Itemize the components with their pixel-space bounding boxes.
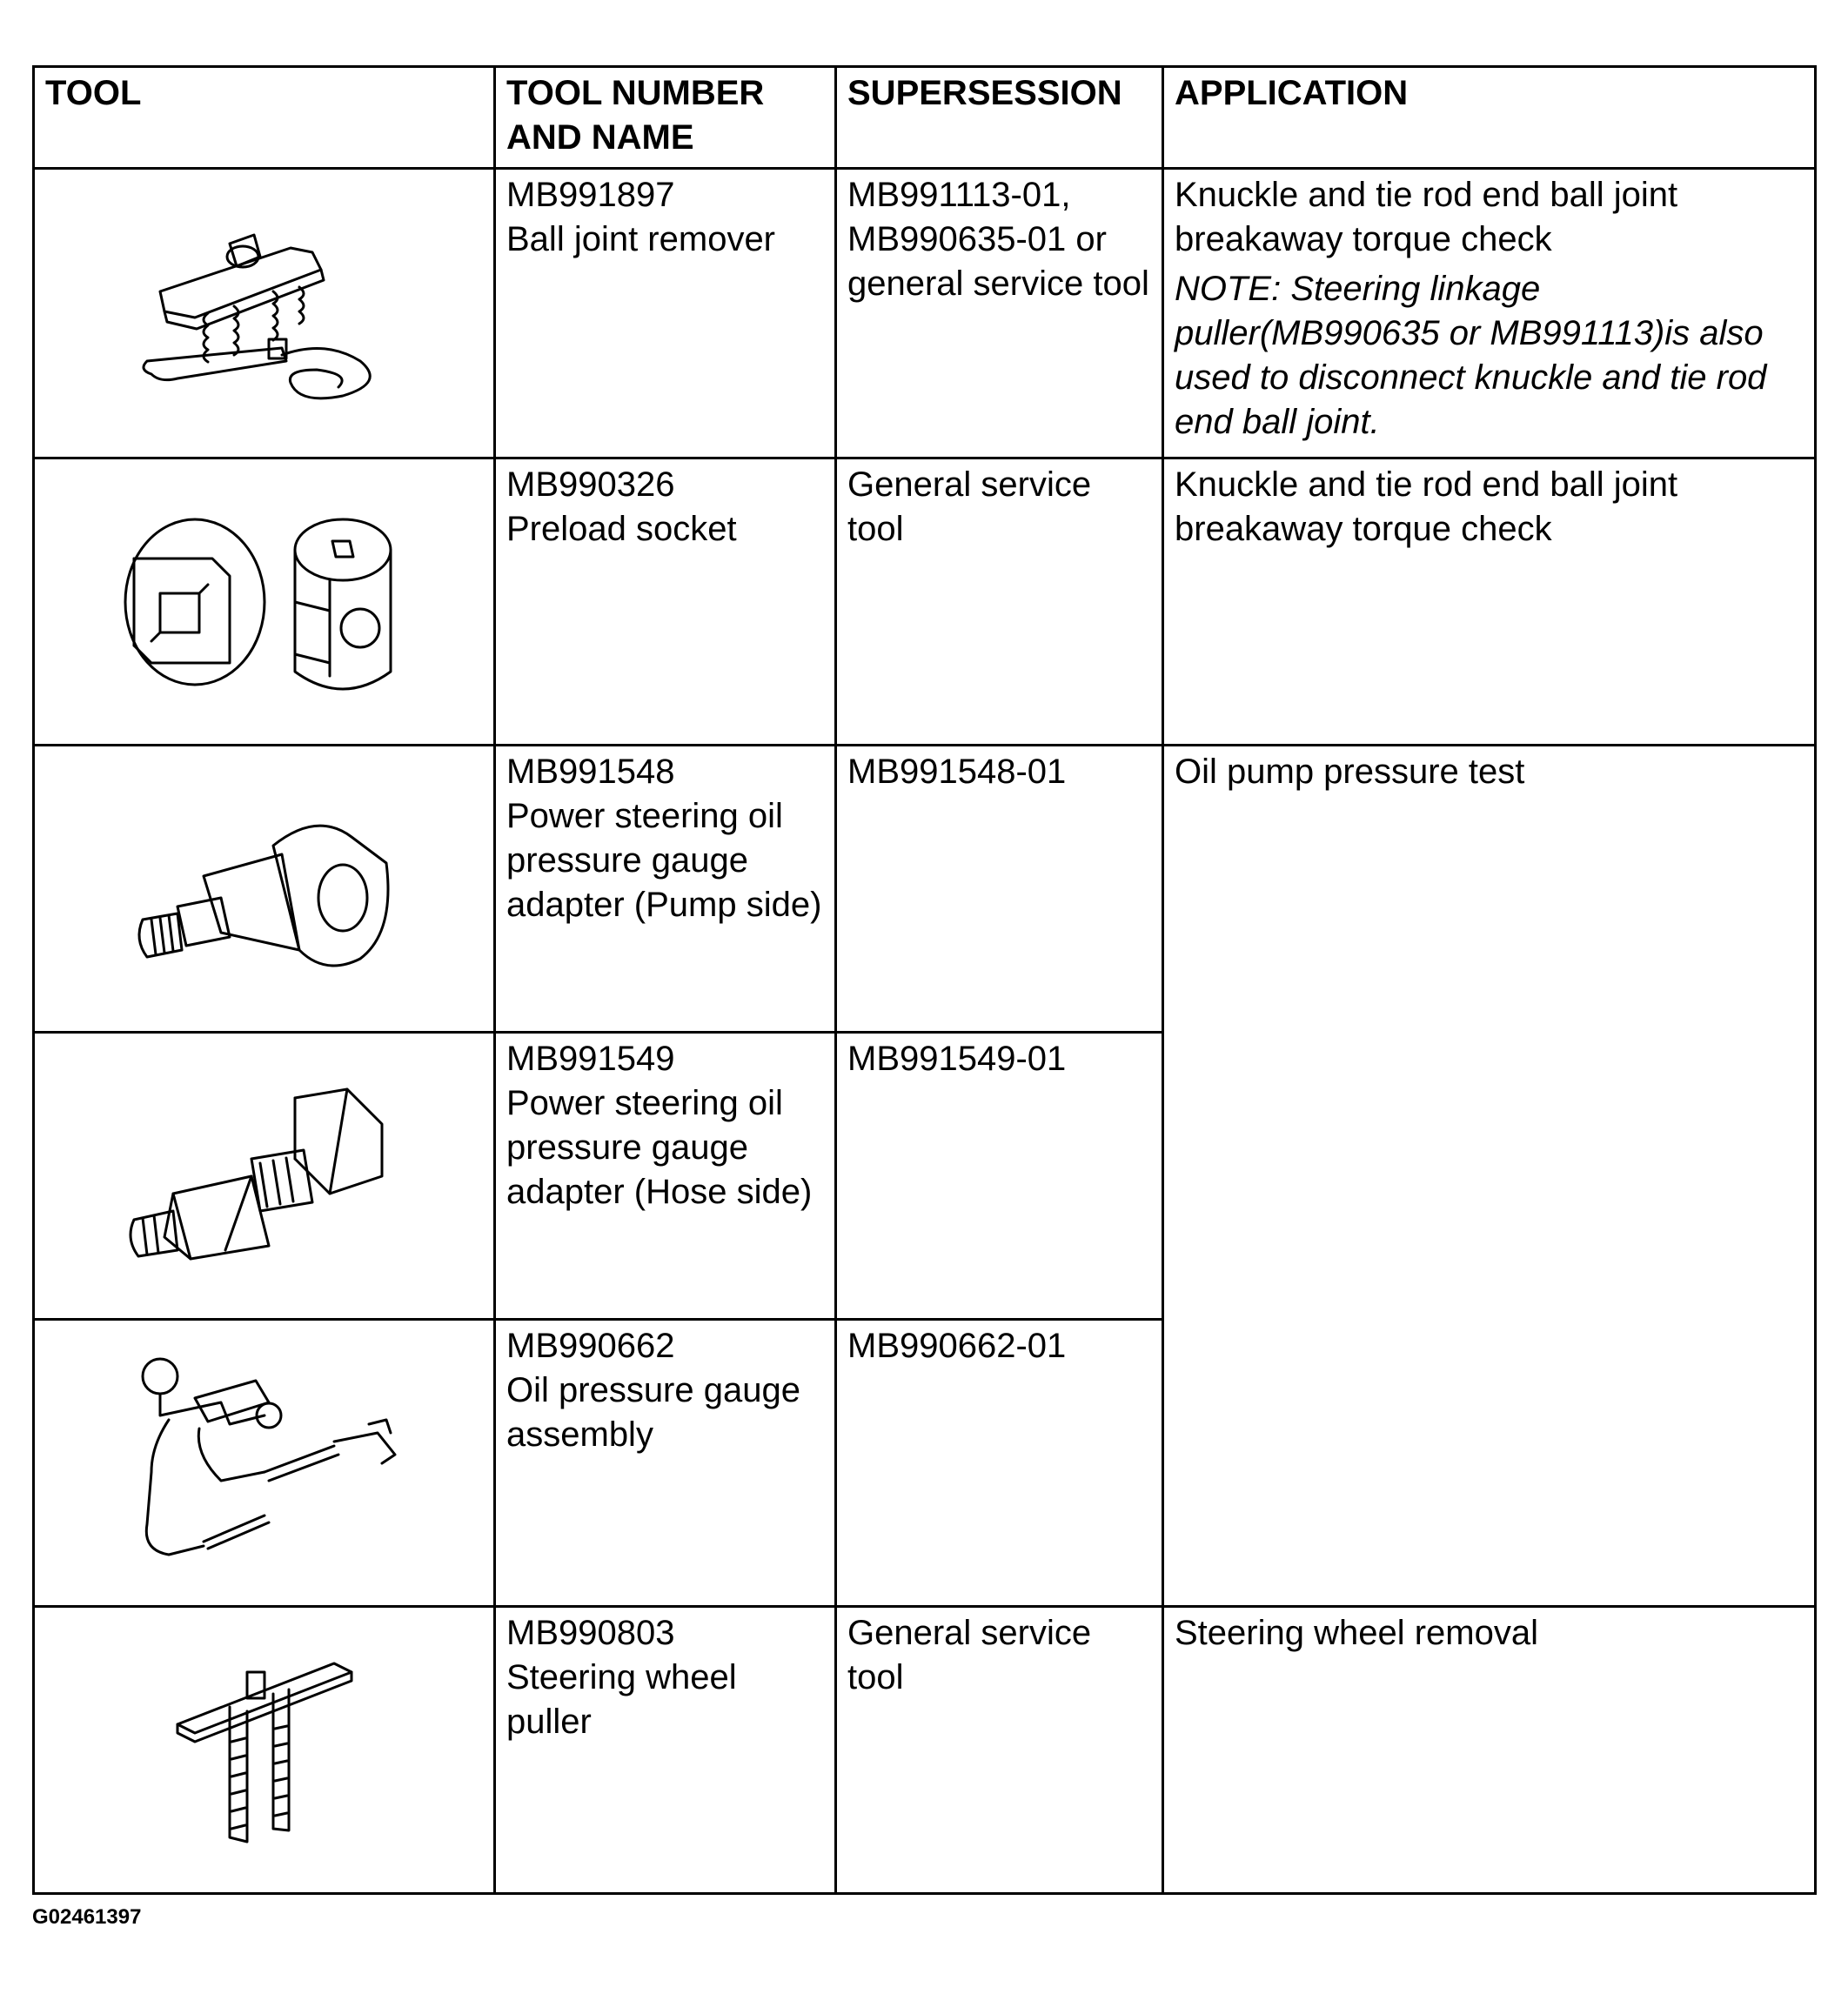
tool-image-cell [34, 1033, 495, 1320]
application-cell: Steering wheel removal [1163, 1607, 1816, 1894]
hose-side-adapter-icon [121, 1072, 408, 1281]
tool-number: MB991548 [506, 753, 675, 791]
tool-image-cell [34, 169, 495, 458]
supersession-cell: General service tool [836, 1607, 1163, 1894]
tool-number: MB990662 [506, 1327, 675, 1365]
application-note: NOTE: Steering linkage puller(MB990635 or MB991113)is also used to disconnect knuckle and tie rod end ball joint. [1175, 270, 1767, 441]
steering-wheel-puller-icon [151, 1646, 378, 1855]
header-tool-number: TOOL NUMBER AND NAME [495, 67, 836, 169]
tool-number-cell [495, 1607, 836, 1894]
tool-number-cell [495, 1033, 836, 1320]
tool-name: Oil pressure gauge assembly [506, 1371, 800, 1454]
table-row [34, 1607, 1816, 1894]
supersession-cell: MB991549-01 [836, 1033, 1163, 1320]
application-cell: Oil pump pressure test [1163, 746, 1816, 1607]
tool-name: Power steering oil pressure gauge adapter (Hose side) [506, 1084, 813, 1211]
pump-side-adapter-icon [125, 785, 404, 994]
header-row [34, 67, 1816, 169]
oil-pressure-gauge-icon [117, 1350, 412, 1576]
special-tools-table [32, 65, 1817, 1895]
supersession-cell: MB990662-01 [836, 1320, 1163, 1607]
tool-name: Ball joint remover [506, 220, 776, 258]
supersession-cell: MB991548-01 [836, 746, 1163, 1033]
ball-joint-remover-icon [125, 209, 404, 418]
tool-name: Preload socket [506, 510, 737, 548]
header-supersession: SUPERSESSION [836, 67, 1163, 169]
table-row [34, 746, 1816, 1033]
tool-number-cell [495, 746, 836, 1033]
preload-socket-icon [99, 498, 430, 706]
tool-name: Steering wheel puller [506, 1658, 737, 1741]
figure-id: G02461397 [32, 1905, 142, 1929]
application-cell: Knuckle and tie rod end ball joint breakaway torque check [1163, 458, 1816, 746]
tool-image-cell [34, 458, 495, 746]
tool-number: MB990326 [506, 465, 675, 504]
tool-number-cell [495, 458, 836, 746]
tool-number-cell [495, 1320, 836, 1607]
tool-number: MB991897 [506, 176, 675, 214]
application-text: Knuckle and tie rod end ball joint breakaway torque check [1175, 176, 1678, 258]
supersession-cell: General service tool [836, 458, 1163, 746]
header-application: APPLICATION [1163, 67, 1816, 169]
tool-number: MB991549 [506, 1040, 675, 1078]
tool-number-cell [495, 169, 836, 458]
tool-number: MB990803 [506, 1614, 675, 1652]
table-row [34, 169, 1816, 458]
tool-image-cell [34, 1320, 495, 1607]
supersession-cell: MB991113-01, MB990635-01 or general service tool [836, 169, 1163, 458]
header-tool: TOOL [34, 67, 495, 169]
tool-name: Power steering oil pressure gauge adapter (Pump side) [506, 797, 822, 924]
tool-image-cell [34, 1607, 495, 1894]
application-cell [1163, 169, 1816, 458]
tool-image-cell [34, 746, 495, 1033]
table-row [34, 458, 1816, 746]
